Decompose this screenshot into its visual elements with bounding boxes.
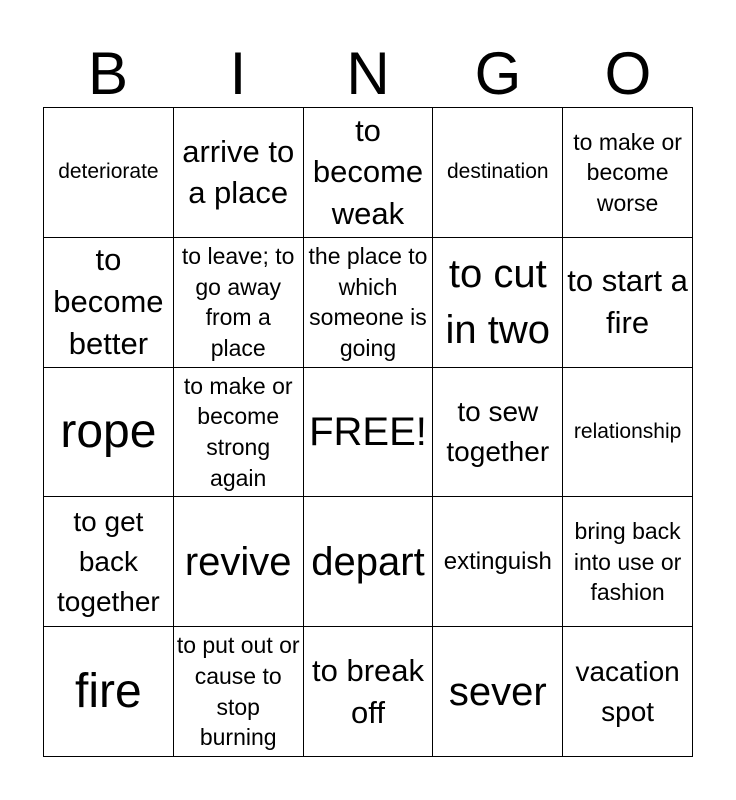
bingo-cell[interactable] — [304, 108, 434, 238]
cell-text: to leave; to go away from a place — [181, 243, 295, 361]
bingo-cell[interactable] — [44, 368, 174, 498]
bingo-cell[interactable] — [563, 368, 693, 498]
cell-text: destination — [447, 160, 549, 184]
bingo-cell[interactable] — [174, 238, 304, 368]
bingo-cell[interactable] — [433, 108, 563, 238]
cell-text: arrive to a place — [182, 133, 295, 211]
bingo-cell[interactable] — [174, 368, 304, 498]
cell-text: rope — [60, 405, 157, 459]
bingo-cell[interactable] — [44, 108, 174, 238]
bingo-cell[interactable] — [563, 627, 693, 757]
cell-text: to make or become strong again — [183, 372, 293, 491]
bingo-cell[interactable] — [44, 497, 174, 627]
header-letter-o: O — [604, 40, 652, 107]
bingo-cell[interactable] — [433, 238, 563, 368]
cell-text: extinguish — [443, 547, 552, 575]
cell-text: sever — [448, 669, 547, 714]
header-letter-n: N — [346, 40, 390, 107]
bingo-cell[interactable] — [563, 238, 693, 368]
bingo-cell[interactable] — [563, 497, 693, 627]
cell-text: revive — [184, 539, 292, 584]
header-letter-i: I — [229, 40, 247, 107]
cell-text: depart — [311, 539, 425, 584]
header-letter-b: B — [87, 40, 129, 107]
cell-text: the place to which someone is going — [308, 243, 428, 361]
bingo-cell[interactable] — [174, 497, 304, 627]
cell-text: vacation spot — [575, 655, 680, 727]
bingo-cell[interactable] — [304, 238, 434, 368]
cell-text: to put out or cause to stop burning — [176, 632, 300, 751]
cell-text: fire — [75, 665, 142, 718]
bingo-cell[interactable] — [433, 368, 563, 498]
cell-text: to break off — [311, 652, 424, 730]
cell-text: relationship — [573, 419, 682, 443]
cell-text: to get back together — [57, 506, 160, 617]
cell-text: to become weak — [312, 112, 424, 232]
bingo-cell[interactable] — [304, 497, 434, 627]
bingo-cell[interactable] — [304, 627, 434, 757]
bingo-cell[interactable] — [563, 108, 693, 238]
bingo-header — [43, 42, 693, 106]
cell-text: to become better — [53, 242, 164, 362]
cell-text: deteriorate — [58, 160, 159, 184]
bingo-board — [43, 107, 693, 757]
bingo-cell[interactable] — [44, 238, 174, 368]
bingo-cell[interactable] — [433, 497, 563, 627]
bingo-cell[interactable] — [433, 627, 563, 757]
cell-text: to make or become worse — [573, 128, 682, 216]
free-space-text: FREE! — [309, 409, 427, 454]
free-space[interactable] — [304, 368, 434, 498]
cell-text: to sew together — [446, 396, 550, 467]
bingo-cell[interactable] — [174, 627, 304, 757]
header-letter-g: G — [474, 40, 522, 107]
cell-text: to start a fire — [567, 263, 688, 341]
bingo-cell[interactable] — [44, 627, 174, 757]
bingo-cell[interactable] — [174, 108, 304, 238]
cell-text: to cut in two — [445, 252, 551, 353]
cell-text: bring back into use or fashion — [573, 517, 682, 606]
